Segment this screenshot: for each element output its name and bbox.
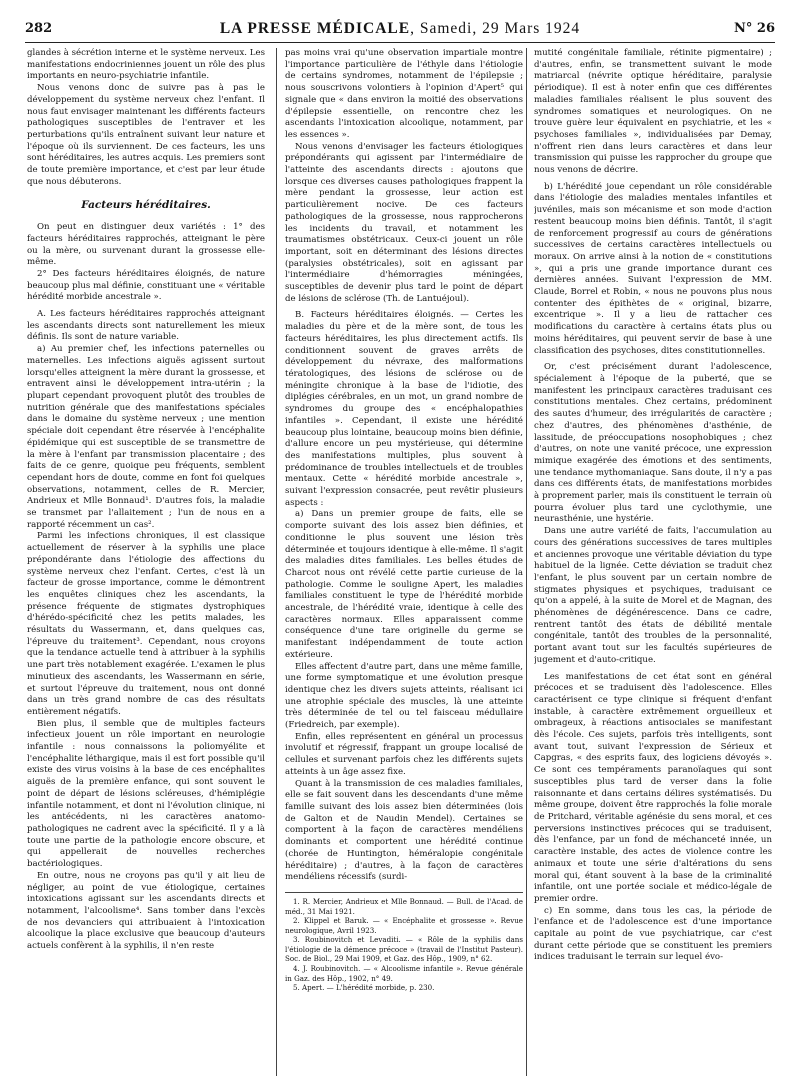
- page-header: [25, 20, 775, 43]
- text-column-1: [27, 48, 265, 1078]
- paragraph: Bien plus, il semble que de multiples facteurs infectieux jouent un rôle important en neurologie infantile : nous connaissons la poliomyélite et l'encéphalite léthargique, mais il est fort possible qu'il existe des virus voisins à la base de ces encéphalites aiguës de la première enfance, qui sont souvent le point de départ de lésions scléreuses, d'hémiplégie infantile notamment, et dont ni l'évolution clinique, ni les antécédents, ni les caractères anatomo-pathologiques ne cadrent avec la spécificité. Il y a là toute une partie de la pathologie encore obscure, et qui appellerait de nouvelles recherches bactériologiques.: [27, 718, 265, 870]
- paragraph: Parmi les infections chroniques, il est classique actuellement de réserver à la syphilis une place prépondérante dans l'étiologie des affections du système nerveux chez l'enfant. Certes, c'est là un facteur de grosse importance, comme le démontrent les enquêtes cliniques chez les ascendants, la présence fréquente de stigmates dystrophiques d'hérédo-spécificité chez les petits malades, les résultats du Wassermann, et, dans quelques cas, l'épreuve du traitement³. Cependant, nous croyons que la tendance actuelle tend à attribuer à la syphilis une part très notablement exagérée. L'examen le plus minutieux des ascendants, les Wassermann en série, et surtout l'épreuve du traitement, nous ont donné dans un très grand nombre de cas des résultats entièrement négatifs.: [27, 531, 265, 717]
- issue-number: N° 26: [734, 21, 775, 36]
- paragraph: B. Facteurs héréditaires éloignés. — Certes les maladies du père et de la mère sont, de tous les facteurs héréditaires, les plus directement actifs. Ils conditionnent souvent de graves arrêts de développement du névraxe, des malformations tératologiques, des lésions de sclérose ou de méningite chronique à la base de l'idiotie, des diplégies cérébrales, en un mot, un grand nombre de syndromes du groupe des « encéphalopathies infantiles ». Cependant, il existe une hérédité beaucoup plus lointaine, beaucoup moins bien définie, d'allure encore un peu mystérieuse, qui détermine des manifestations multiples, plus souvent à prédominance de troubles intellectuels et de troubles mentaux. Cette « hérédité morbide ancestrale », suivant l'expression consacrée, peut revêtir plusieurs aspects :: [285, 310, 523, 508]
- paragraph: Nous venons d'envisager les facteurs étiologiques prépondérants qui agissent par l'intermédiaire de l'atteinte des ascendants directs : ajoutons que lorsque ces diverses causes pathologiques frappent la mère pendant la grossesse, leur action est particulièrement nocive. De ces facteurs pathologiques de la grossesse, nous rapprocherons les incidents du travail, et notamment les traumatismes obstétricaux. Ceux-ci jouent un rôle important, soit en déterminant des lésions directes (paralysies obstétricales), soit en agissant par l'intermédiaire d'hémorragies méningées, susceptibles de devenir plus tard le point de départ de lésions de sclérose (Th. de Lantuéjoul).: [285, 141, 523, 304]
- paragraph: c) En somme, dans tous les cas, la période de l'enfance et de l'adolescence est d'une importance capitale au point de vue psychiatrique, car c'est durant cette période que se constituent les premiers indices traduisant le terrain sur lequel évo-: [534, 905, 772, 963]
- footnote: 2. Klippel et Baruk. — « Encéphalite et grossesse ». Revue neurologique, Avril 1923.: [285, 916, 523, 935]
- paragraph: Nous venons donc de suivre pas à pas le développement du système nerveux chez l'enfant. Il nous faut envisager maintenant les différents facteurs pathologiques susceptibles de l'entraver et les perturbations qu'ils entraînent suivant leur nature et l'époque où ils surviennent. De ces facteurs, les uns sont héréditaires, les autres acquis. Les premiers sont de toute première importance, et c'est par leur étude que nous débuterons.: [27, 83, 265, 187]
- paragraph: 2° Des facteurs héréditaires éloignés, de nature beaucoup plus mal définie, constituant une « véritable hérédité morbide ancestrale ».: [27, 268, 265, 303]
- paragraph: pas moins vrai qu'une observation impartiale montre l'importance particulière de l'éthyle dans l'étiologie de certains syndromes, notamment de l'épilepsie ; nous souscrivons volontiers à l'opinion d'Apert⁵ qui signale que « dans environ la moitié des observations d'épilepsie essentielle, on rencontre chez les ascendants l'intoxication alcoolique, notamment, par les essences ».: [285, 48, 523, 140]
- paragraph: Quant à la transmission de ces maladies familiales, elle se fait souvent dans les descendants d'une même famille suivant des lois assez bien déterminées (lois de Galton et de Naudin Mendel). Certaines se comportent à la façon de caractères mendéliens dominants et comportent une hérédité continue (chorée de Huntington, héméralopie congénitale héréditaire) ; d'autres, à la façon de caractères mendéliens récessifs (surdi-: [285, 778, 523, 883]
- paragraph: Enfin, elles représentent en général un processus involutif et régressif, frappant un groupe localisé de cellules et survenant parfois chez les différents sujets atteints à un âge assez fixe.: [285, 731, 523, 777]
- paragraph: On peut en distinguer deux variétés : 1° des facteurs héréditaires rapprochés, atteignant le père ou la mère, ou survenant durant la grossesse elle-même.: [27, 222, 265, 268]
- footnotes: [285, 892, 523, 993]
- section-heading: Facteurs héréditaires.: [81, 199, 211, 212]
- paragraph: Or, c'est précisément durant l'adolescence, spécialement à l'époque de la puberté, que se manifestent les principaux caractères traduisant ces constitutions mentales. Chez certains, prédominent des sautes d'humeur, des irrégularités de caractère ; chez d'autres, des phénomènes d'asthénie, de lassitude, de préoccupations nosophobiques ; chez d'autres, on note une vanité précoce, une expression mimique exagérée des émotions et des sentiments, une tendance mythomaniaque. Sans doute, il n'y a pas dans ces différents états, de manifestations morbides à proprement parler, mais ils constituent le terrain où pourra évoluer plus tard une cyclothymie, une neurasthénie, une hystérie.: [534, 362, 772, 525]
- paragraph: Dans une autre variété de faits, l'accumulation au cours des générations successives de tares multiples et anciennes provoque une véritable déviation du type habituel de la lignée. Cette déviation se traduit chez l'enfant, le plus souvent par un certain nombre de stigmates physiques et psychiques, traduisant ce qu'on a appelé, à la suite de Morel et de Magnan, des phénomènes de dégénérescence. Dans ce cadre, rentrent tantôt des états de débilité mentale congénitale, tantôt des troubles de la personnalité, portant avant tout sur les facultés supérieures de jugement et d'auto-critique.: [534, 526, 772, 665]
- paragraph: En outre, nous ne croyons pas qu'il y ait lieu de négliger, au point de vue étiologique, certaines intoxications agissant sur les ascendants directs et notamment, l'alcoolisme⁴. Sans tomber dans l'excès de nos devanciers qui attribuaient à l'intoxication alcoolique la place exclusive que beaucoup d'auteurs actuels confèrent à la syphilis, il n'en reste: [27, 870, 265, 952]
- paragraph: Elles affectent d'autre part, dans une même famille, une forme symptomatique et une évolution presque identique chez les divers sujets atteints, réalisant ici une atrophie spéciale des muscles, là une atteinte très déterminée de tel ou tel faisceau médullaire (Friedreich, par exemple).: [285, 661, 523, 731]
- page-number: 282: [25, 21, 53, 36]
- journal-name: LA PRESSE MÉDICALE: [219, 20, 411, 37]
- text-column-2: [285, 48, 523, 1078]
- footnote: 3. Roubinovitch et Levaditi. — « Rôle de la syphilis dans l'étiologie de la démence précoce » (travail de l'Institut Pasteur). Soc. de Biol., 29 Mai 1909, et Gaz. des Hôp., 1909, n° 62.: [285, 935, 523, 964]
- paragraph: a) Au premier chef, les infections paternelles ou maternelles. Les infections aiguës agissent surtout lorsqu'elles atteignent la mère durant la grossesse, et entravent ainsi le développement intra-utérin ; la plupart cependant provoquent plutôt des troubles de nutrition générale que des manifestations spéciales dans le domaine du système nerveux ; une mention spéciale doit cependant être réservée à l'encéphalite épidémique qui est susceptible de se transmettre de la mère à l'enfant par transmission placentaire ; des faits de ce genre, quoique peu fréquents, semblent cependant hors de doute, comme en font foi quelques observations, notamment, celles de R. Mercier, Andrieux et Mlle Bonnaud¹. D'autres fois, la maladie se transmet par l'allaitement ; l'un de nous en a rapporté récemment un cas².: [27, 344, 265, 530]
- text-column-3: [534, 48, 772, 1078]
- footnote: 5. Apert. — L'hérédité morbide, p. 230.: [293, 983, 435, 993]
- paragraph: Les manifestations de cet état sont en général précoces et se traduisent dès l'adolescence. Elles caractérisent ce type clinique si fréquent d'enfant instable, à caractère extrêmement orgueilleux et ombrageux, à réactions antisociales se manifestant dès l'école. Ces sujets, parfois très intelligents, sont avant tout, suivant l'expression de Sérieux et Capgras, « des esprits faux, des logiciens dévoyés ». Ce sont ces tempéraments paranoïaques qui sont susceptibles plus tard de verser dans la folie raisonnante et dans certains délires systématisés. Du même groupe, doivent être rapprochés la folie morale de Pritchard, véritable agénésie du sens moral, et ces perversions instinctives précoces qui se traduisent, dès l'enfance, par un fond de méchanceté innée, un caractère instable, des actes de violence contre les animaux et toute une série d'altérations du sens moral qui, étant souvent à la base de la criminalité infantile, ont une portée sociale et médico-légale de premier ordre.: [534, 671, 772, 904]
- paragraph: mutité congénitale familiale, rétinite pigmentaire) ; d'autres, enfin, se transmettent suivant le mode matriarcal (névrite optique héréditaire, paralysie périodique). Il est à noter enfin que ces différentes maladies familiales réalisent le plus souvent des syndromes somatiques et neurologiques. On ne trouve guère leur équivalent en psychiatrie, et les « psychoses familiales », individualisées par Demay, n'offrent rien dans leurs caractères et dans leur transmission qui puisse les rapprocher du groupe que nous venons de décrire.: [534, 48, 772, 176]
- column-rule: [276, 48, 277, 1076]
- column-rule: [526, 48, 527, 1076]
- paragraph: a) Dans un premier groupe de faits, elle se comporte suivant des lois assez bien définies, et conditionne le plus souvent une lésion très déterminée et toujours identique à elle-même. Il s'agit des maladies dites familiales. Les belles études de Charcot nous ont révélé cette partie curieuse de la pathologie. Comme le souligne Apert, les maladies familiales constituent le type de l'hérédité morbide ancestrale, de l'hérédité vraie, identique à celle des caractères normaux. Elles apparaissent comme conséquence d'une tare originelle du germe se manifestant indépendamment de toute action extérieure.: [285, 509, 523, 660]
- footnote: 4. J. Roubinovitch. — « Alcoolisme infantile ». Revue générale in Gaz. des Hôp., 1902, n° 49.: [285, 964, 523, 983]
- paragraph: b) L'hérédité joue cependant un rôle considérable dans l'étiologie des maladies mentales infantiles et juvéniles, mais son mécanisme et son mode d'action restent beaucoup moins bien définis. Tantôt, il s'agit de renforcement progressif au cours de générations successives de certains caractères intellectuels ou moraux. On arrive ainsi à la notion de « constitutions », qui a pris une grande importance durant ces dernières années. Suivant l'expression de MM. Claude, Borrel et Robin, « nous ne pouvons plus nous contenter des épithètes de « original, bizarre, excentrique ». Il y a lieu de rattacher ces modifications du caractère à certains états plus ou moins héréditaires, qui peuvent servir de base à une classification des psychoses, dites constitutionnelles.: [534, 181, 772, 356]
- running-title: [25, 20, 775, 38]
- footnote: 1. R. Mercier, Andrieux et Mlle Bonnaud. — Bull. de l'Acad. de méd., 31 Mai 1921.: [285, 896, 523, 916]
- paragraph: A. Les facteurs héréditaires rapprochés atteignant les ascendants directs sont naturellement les mieux définis. Ils sont de nature variable.: [27, 309, 265, 343]
- paragraph: glandes à sécrétion interne et le système nerveux. Les manifestations endocriniennes jouent un rôle des plus importants en neuro-psychiatrie infantile.: [27, 48, 265, 82]
- issue-date: , Samedi, 29 Mars 1924: [410, 20, 581, 37]
